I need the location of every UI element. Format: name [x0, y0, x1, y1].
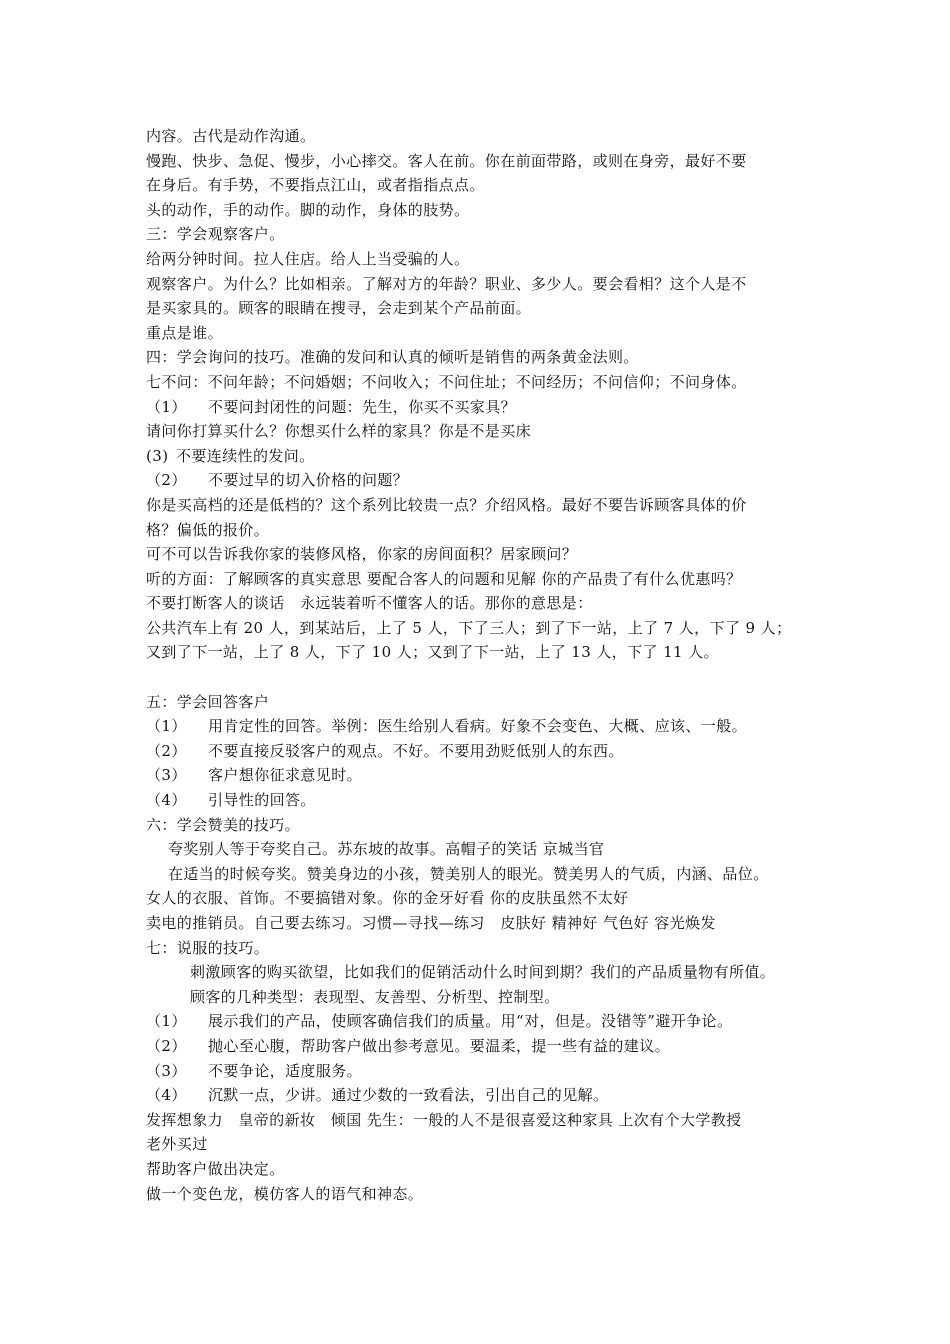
list-item-text: 抛心至心腹，帮助客户做出参考意见。要温柔，提一些有益的建议。 — [208, 1036, 671, 1055]
list-item-text: 不要问封闭性的问题：先生，你买不买家具？ — [208, 397, 517, 416]
list-number: （1） — [146, 717, 187, 736]
list-item — [146, 788, 836, 813]
list-number: （4） — [146, 791, 187, 810]
list-item-text: 不要争论，适度服务。 — [208, 1061, 363, 1080]
text-line: 是买家具的。顾客的眼睛在搜寻，会走到某个产品前面。 — [146, 299, 532, 318]
list-item-text: 引导性的回答。 — [208, 791, 316, 810]
list-item-text: 不要连续性的发问。 — [176, 446, 315, 465]
list-item-text: 不要直接反驳客户的观点。不好。不要用劲贬低别人的东西。 — [208, 741, 624, 760]
text-line: 慢跑、快步、急促、慢步，小心摔交。客人在前。你在前面带路，或则在身旁，最好不要 — [146, 151, 747, 170]
text-line: 观察客户。为什么？比如相亲。了解对方的年龄？职业、多少人。要会看相？这个人是不 — [146, 274, 747, 293]
text-line: 给两分钟时间。拉人住店。给人上当受骗的人。 — [146, 249, 470, 268]
text-line: 重点是谁。 — [146, 323, 224, 342]
text-line: 夸奖别人等于夸奖自己。苏东坡的故事。高帽子的笑话 京城当官 — [168, 840, 605, 859]
list-item-text: 客户想你征求意见时。 — [208, 766, 363, 785]
list-item — [146, 763, 836, 788]
text-line: 你是买高档的还是低档的？这个系列比较贵一点？介绍风格。最好不要告诉顾客具体的价 — [146, 495, 747, 514]
list-item — [146, 1034, 836, 1059]
section-heading: 五：学会回答客户 — [146, 692, 270, 711]
document-page — [146, 124, 836, 1206]
section-heading: 四：学会询问的技巧。准确的发问和认真的倾听是销售的两条黄金法则。 — [146, 348, 639, 367]
text-line: 发挥想象力 皇帝的新妆 倾国 先生：一般的人不是很喜爱这种家具 上次有个大学教授 — [146, 1110, 742, 1129]
list-item — [146, 1059, 836, 1084]
text-line: 格？偏低的报价。 — [146, 520, 270, 539]
list-number: （2） — [146, 1036, 187, 1055]
list-number: （1） — [146, 1012, 187, 1031]
text-line: 内容。古代是动作沟通。 — [146, 127, 316, 145]
text-line: 女人的衣服、首饰。不要搞错对象。你的金牙好看 你的皮肤虽然不太好 — [146, 889, 629, 908]
list-item-text: 用肯定性的回答。举例：医生给别人看病。好象不会变色、大概、应该、一般。 — [208, 717, 748, 736]
text-line: 公共汽车上有 20 人，到某站后，上了 5 人，下了三人；到了下一站，上了 7 人，下了 9 人； — [146, 618, 792, 637]
list-item — [146, 395, 836, 420]
list-item — [146, 739, 836, 764]
text-line: 做一个变色龙，模仿客人的语气和神态。 — [146, 1184, 424, 1203]
list-number: （4） — [146, 1086, 187, 1105]
section-heading: 三：学会观察客户。 — [146, 225, 285, 244]
list-item-text: 展示我们的产品，使顾客确信我们的质量。用“对，但是。没错等”避开争论。 — [208, 1012, 733, 1031]
text-line: 七不问：不问年龄；不问婚姻；不问收入；不问住址；不问经历；不问信仰；不问身体。 — [146, 372, 747, 391]
text-line: 可不可以告诉我你家的装修风格，你家的房间面积？居家顾问？ — [146, 545, 578, 564]
list-item — [146, 1083, 836, 1108]
text-line: 卖电的推销员。自己要去练习。习惯—寻找—练习 皮肤好 精神好 气色好 容光焕发 — [146, 914, 716, 932]
list-number: （3） — [146, 766, 187, 785]
text-line: 顾客的几种类型：表现型、友善型、分析型、控制型。 — [190, 987, 560, 1006]
list-item — [146, 468, 836, 493]
blank-line — [146, 665, 836, 690]
list-number: (3) — [146, 446, 169, 465]
list-number: （2） — [146, 741, 187, 760]
section-heading: 六：学会赞美的技巧。 — [146, 815, 301, 834]
list-item — [146, 714, 836, 739]
list-item — [146, 444, 836, 469]
list-number: （1） — [146, 397, 187, 416]
text-line: 又到了下一站，上了 8 人，下了 10 人；又到了下一站，上了 13 人，下了 11 人。 — [146, 643, 719, 662]
text-line: 帮助客户做出决定。 — [146, 1159, 285, 1178]
text-line: 在身后。有手势，不要指点江山，或者指指点点。 — [146, 176, 485, 195]
text-line: 在适当的时候夸奖。赞美身边的小孩，赞美别人的眼光。赞美男人的气质，内涵、品位。 — [168, 864, 769, 883]
text-line: 不要打断客人的谈话 永远装着听不懂客人的话。那你的意思是： — [146, 594, 593, 613]
list-number: （2） — [146, 471, 187, 490]
list-item-text: 不要过早的切入价格的问题？ — [208, 471, 409, 490]
text-line: 头的动作，手的动作。脚的动作，身体的肢势。 — [146, 200, 470, 219]
text-line: 刺激顾客的购买欲望，比如我们的促销活动什么时间到期？我们的产品质量物有所值。 — [190, 963, 776, 982]
text-line: 听的方面：了解顾客的真实意思 要配合客人的问题和见解 你的产品贵了有什么优惠吗？ — [146, 569, 742, 588]
list-number: （3） — [146, 1061, 187, 1080]
section-heading: 七：说服的技巧。 — [146, 938, 270, 957]
list-item — [146, 1009, 836, 1034]
text-line: 请问你打算买什么？你想买什么样的家具？你是不是买床 — [146, 422, 532, 441]
list-item-text: 沉默一点，少讲。通过少数的一致看法，引出自己的见解。 — [208, 1086, 609, 1105]
text-line: 老外买过 — [146, 1135, 208, 1154]
